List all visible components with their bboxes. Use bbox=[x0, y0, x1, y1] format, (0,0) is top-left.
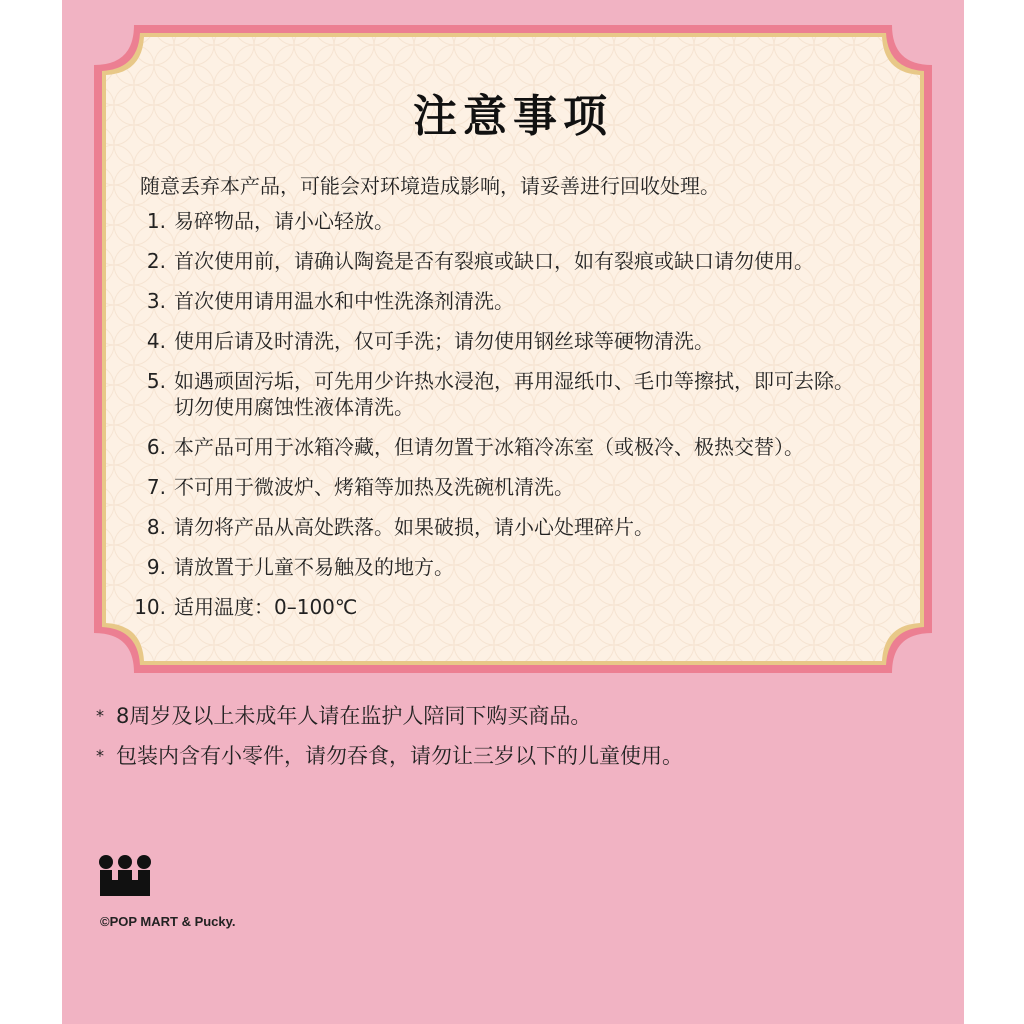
item-text: 首次使用前，请确认陶瓷是否有裂痕或缺口，如有裂痕或缺口请勿使用。 bbox=[174, 249, 814, 273]
list-item bbox=[120, 208, 920, 234]
item-text: 请放置于儿童不易触及的地方。 bbox=[174, 555, 454, 579]
item-text: 不可用于微波炉、烤箱等加热及洗碗机清洗。 bbox=[174, 475, 574, 499]
item-text: 请勿将产品从高处跌落。如果破损，请小心处理碎片。 bbox=[174, 515, 654, 539]
item-number: 5. bbox=[146, 369, 166, 393]
notice-list bbox=[120, 208, 920, 634]
item-number: 1. bbox=[146, 209, 166, 233]
list-item bbox=[120, 554, 920, 580]
list-item bbox=[120, 288, 920, 314]
page bbox=[62, 0, 964, 1024]
asterisk-icon: * bbox=[96, 745, 104, 765]
footnote-text: 8周岁及以上未成年人请在监护人陪同下购买商品。 bbox=[116, 704, 592, 728]
list-item bbox=[120, 594, 920, 620]
item-text: 首次使用请用温水和中性洗涤剂清洗。 bbox=[174, 289, 514, 313]
item-text-continued: 切勿使用腐蚀性液体清洗。 bbox=[174, 395, 414, 419]
footnote bbox=[96, 700, 683, 730]
item-text: 使用后请及时清洗，仅可手洗；请勿使用钢丝球等硬物清洗。 bbox=[174, 329, 714, 353]
crown-icon bbox=[98, 854, 152, 902]
item-text: 如遇顽固污垢，可先用少许热水浸泡，再用湿纸巾、毛巾等擦拭，即可去除。 bbox=[174, 369, 854, 393]
list-item bbox=[120, 368, 920, 420]
item-number: 6. bbox=[146, 435, 166, 459]
footnote-text: 包装内含有小零件，请勿吞食，请勿让三岁以下的儿童使用。 bbox=[116, 744, 683, 768]
item-number: 3. bbox=[146, 289, 166, 313]
footnotes bbox=[96, 700, 683, 780]
list-item bbox=[120, 434, 920, 460]
list-item bbox=[120, 248, 920, 274]
list-item bbox=[120, 514, 920, 540]
list-item bbox=[120, 328, 920, 354]
item-number: 9. bbox=[146, 555, 166, 579]
page-title: 注意事项 bbox=[413, 91, 613, 142]
item-number: 4. bbox=[146, 329, 166, 353]
item-text: 本产品可用于冰箱冷藏，但请勿置于冰箱冷冻室（或极冷、极热交替）。 bbox=[174, 435, 804, 459]
item-number: 2. bbox=[146, 249, 166, 273]
item-text: 易碎物品，请小心轻放。 bbox=[174, 209, 394, 233]
item-text: 适用温度：0–100℃ bbox=[174, 595, 358, 619]
copyright-text: ©POP MART & Pucky. bbox=[100, 914, 236, 929]
asterisk-icon: * bbox=[96, 705, 104, 725]
item-number: 8. bbox=[146, 515, 166, 539]
list-item bbox=[120, 474, 920, 500]
item-number: 10. bbox=[134, 595, 166, 619]
intro-text: 随意丢弃本产品，可能会对环境造成影响，请妥善进行回收处理。 bbox=[140, 174, 720, 198]
footnote bbox=[96, 740, 683, 770]
item-number: 7. bbox=[146, 475, 166, 499]
